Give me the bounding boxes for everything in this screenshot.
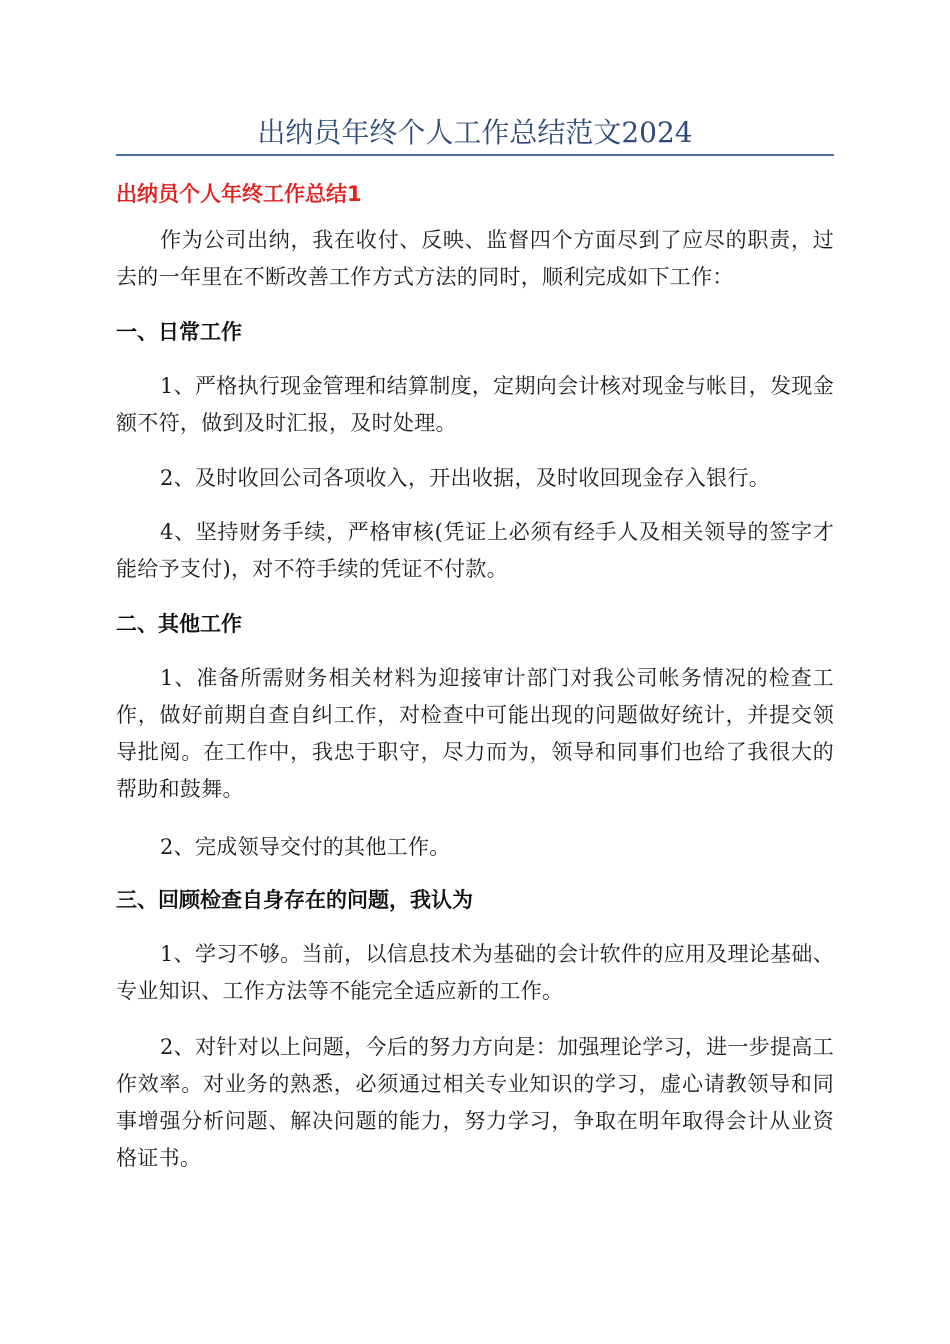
section-heading-self-review: 三、回顾检查自身存在的问题，我认为	[116, 888, 473, 912]
other-work-item-2: 2、完成领导交付的其他工作。	[160, 835, 451, 859]
self-review-item-2: 2、对针对以上问题，今后的努力方向是：加强理论学习，进一步提高工作效率。对业务的熟悉，必须通过相关专业知识的学习，虚心请教领导和同事增强分析问题、解决问题的能力，努力学习，争取在明年取得会计从业资格证书。	[116, 1035, 834, 1170]
other-work-item-1: 1、准备所需财务相关材料为迎接审计部门对我公司帐务情况的检查工作，做好前期自查自纠工作，对检查中可能出现的问题做好统计，并提交领导批阅。在工作中，我忠于职守，尽力而为，领导和同事们也给了我很大的帮助和鼓舞。	[116, 666, 834, 801]
daily-work-item-1: 1、严格执行现金管理和结算制度，定期向会计核对现金与帐目，发现金额不符，做到及时汇报，及时处理。	[116, 374, 834, 435]
section-heading-daily-work: 一、日常工作	[116, 320, 242, 344]
daily-work-item-3: 4、坚持财务手续，严格审核(凭证上必须有经手人及相关领导的签字才能给予支付)，对不符手续的凭证不付款。	[116, 520, 834, 581]
section-heading-other-work: 二、其他工作	[116, 612, 242, 636]
summary-subtitle: 出纳员个人年终工作总结1	[116, 182, 362, 206]
intro-paragraph: 作为公司出纳，我在收付、反映、监督四个方面尽到了应尽的职责，过去的一年里在不断改善工作方式方法的同时，顺利完成如下工作：	[116, 228, 834, 289]
daily-work-item-2: 2、及时收回公司各项收入，开出收据，及时收回现金存入银行。	[160, 466, 771, 490]
document-title: 出纳员年终个人工作总结范文2024	[257, 116, 693, 149]
self-review-item-1: 1、学习不够。当前，以信息技术为基础的会计软件的应用及理论基础、专业知识、工作方法等不能完全适应新的工作。	[116, 942, 834, 1003]
title-underline	[116, 154, 834, 156]
